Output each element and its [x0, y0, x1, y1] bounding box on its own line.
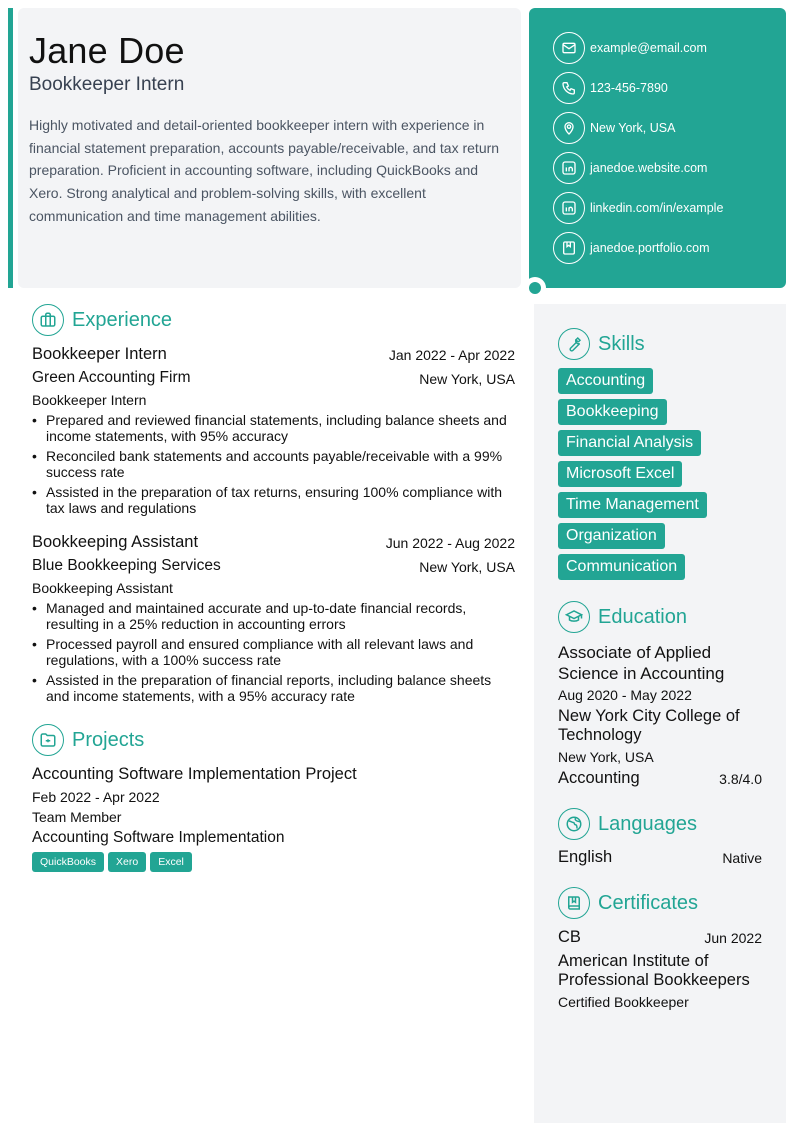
job-2-location: New York, USA: [419, 559, 515, 575]
certificates-title: Certificates: [598, 891, 699, 914]
job-2-company: Blue Bookkeeping Services: [32, 557, 221, 574]
list-item: • Managed and maintained accurate and up-to-date financial records, resulting in a 25% reduction in accounting errors: [32, 600, 512, 632]
language-level: Native: [722, 850, 762, 866]
list-item: • Prepared and reviewed financial statements, including balance sheets and income statements, with 95% accuracy: [32, 412, 512, 444]
skills-section-header: [558, 328, 645, 360]
contact-portfolio[interactable]: [553, 232, 710, 264]
linkedin-icon: [553, 152, 585, 184]
contact-location-text: New York, USA: [590, 121, 676, 135]
projects-section-header: [32, 724, 144, 756]
projects-title: Projects: [72, 728, 145, 751]
list-item: • Reconciled bank statements and accounts payable/receivable with a 99% success rate: [32, 448, 512, 480]
contact-portfolio-text: janedoe.portfolio.com: [590, 241, 710, 255]
certificate-book-icon: [558, 887, 590, 919]
skill-tag: Bookkeeping: [558, 399, 667, 425]
job-1-location: New York, USA: [419, 371, 515, 387]
keyword-tag: Excel: [150, 852, 192, 872]
list-item: • Assisted in the preparation of tax returns, ensuring 100% compliance with tax laws and regulations: [32, 484, 512, 516]
job-1-company: Green Accounting Firm: [32, 369, 191, 386]
keyword-tag: QuickBooks: [32, 852, 104, 872]
job-2-position: Bookkeeping Assistant: [32, 533, 199, 551]
profile-summary: Highly motivated and detail-oriented bookkeeper intern with experience in financial statement preparation, accounts payable/receivable, and tax return preparation. Proficient in accounting software, including QuickBooks and Xero. Strong analytical and problem-solving skills, with excellent communication and time management abilities.: [29, 117, 500, 224]
job-2-dates: Jun 2022 - Aug 2022: [385, 535, 515, 551]
project-role: Team Member: [32, 809, 122, 825]
skill-tag: Accounting: [558, 368, 653, 394]
skills-list: [558, 368, 707, 585]
education-gpa: 3.8/4.0: [719, 771, 762, 787]
certificates-section-header: [558, 887, 698, 919]
certificate-issuer: American Institute of Professional Bookkeepers: [558, 952, 750, 989]
experience-title: Experience: [72, 308, 173, 331]
experience-section-header: [32, 304, 172, 336]
candidate-headline: Bookkeeper Intern: [29, 74, 185, 95]
job-2-highlights: [32, 600, 512, 708]
graduation-cap-icon: [558, 601, 590, 633]
contact-email[interactable]: [553, 32, 707, 64]
phone-icon: [553, 72, 585, 104]
location-pin-icon: [553, 112, 585, 144]
job-1-summary: Bookkeeper Intern: [32, 392, 147, 408]
job-1-dates: Jan 2022 - Apr 2022: [388, 347, 515, 363]
job-2-summary: Bookkeeping Assistant: [32, 580, 173, 596]
globe-icon: [558, 808, 590, 840]
languages-title: Languages: [598, 812, 697, 835]
education-title: Education: [598, 605, 687, 628]
contact-phone[interactable]: [553, 72, 668, 104]
job-1-highlights: [32, 412, 512, 520]
education-dates: Aug 2020 - May 2022: [558, 687, 692, 703]
education-degree: Associate of Applied Science in Accounting: [558, 643, 725, 683]
portfolio-icon: [553, 232, 585, 264]
contact-linkedin[interactable]: [553, 192, 723, 224]
contact-phone-text: 123-456-7890: [590, 81, 668, 95]
skill-tag: Organization: [558, 523, 665, 549]
project-name: Accounting Software Implementation Project: [32, 765, 357, 783]
certificate-summary: Certified Bookkeeper: [558, 994, 689, 1010]
project-dates: Feb 2022 - Apr 2022: [32, 789, 160, 805]
contact-linkedin-text: linkedin.com/in/example: [590, 201, 724, 215]
contact-location: [553, 112, 675, 144]
skills-title: Skills: [598, 332, 645, 355]
keyword-tag: Xero: [108, 852, 146, 872]
list-item: • Processed payroll and ensured compliance with all relevant laws and regulations, with a 100% success rate: [32, 636, 512, 668]
project-keywords: [32, 852, 196, 872]
skill-tag: Microsoft Excel: [558, 461, 682, 487]
accent-bar: [8, 8, 13, 288]
contact-email-text: example@email.com: [590, 41, 707, 55]
mail-icon: [553, 32, 585, 64]
briefcase-icon: [32, 304, 64, 336]
languages-section-header: [558, 808, 697, 840]
skill-tag: Financial Analysis: [558, 430, 701, 456]
folder-icon: [32, 724, 64, 756]
timeline-dot: [529, 282, 541, 294]
job-1-position: Bookkeeper Intern: [32, 345, 167, 363]
project-description: Accounting Software Implementation: [32, 829, 285, 846]
skill-tag: Time Management: [558, 492, 707, 518]
education-location: New York, USA: [558, 749, 654, 765]
education-field: Accounting: [558, 769, 640, 787]
contact-website[interactable]: [553, 152, 707, 184]
certificate-date: Jun 2022: [704, 930, 762, 946]
list-item: • Assisted in the preparation of financial reports, including balance sheets and income statements, with a 95% accuracy rate: [32, 672, 512, 704]
linkedin-icon: [553, 192, 585, 224]
wrench-icon: [558, 328, 590, 360]
candidate-name: Jane Doe: [29, 30, 185, 71]
skill-tag: Communication: [558, 554, 685, 580]
language-name: English: [558, 848, 613, 866]
contact-website-text: janedoe.website.com: [590, 161, 708, 175]
education-section-header: [558, 601, 687, 633]
certificate-name: CB: [558, 928, 581, 946]
education-school: New York City College of Technology: [558, 707, 740, 744]
